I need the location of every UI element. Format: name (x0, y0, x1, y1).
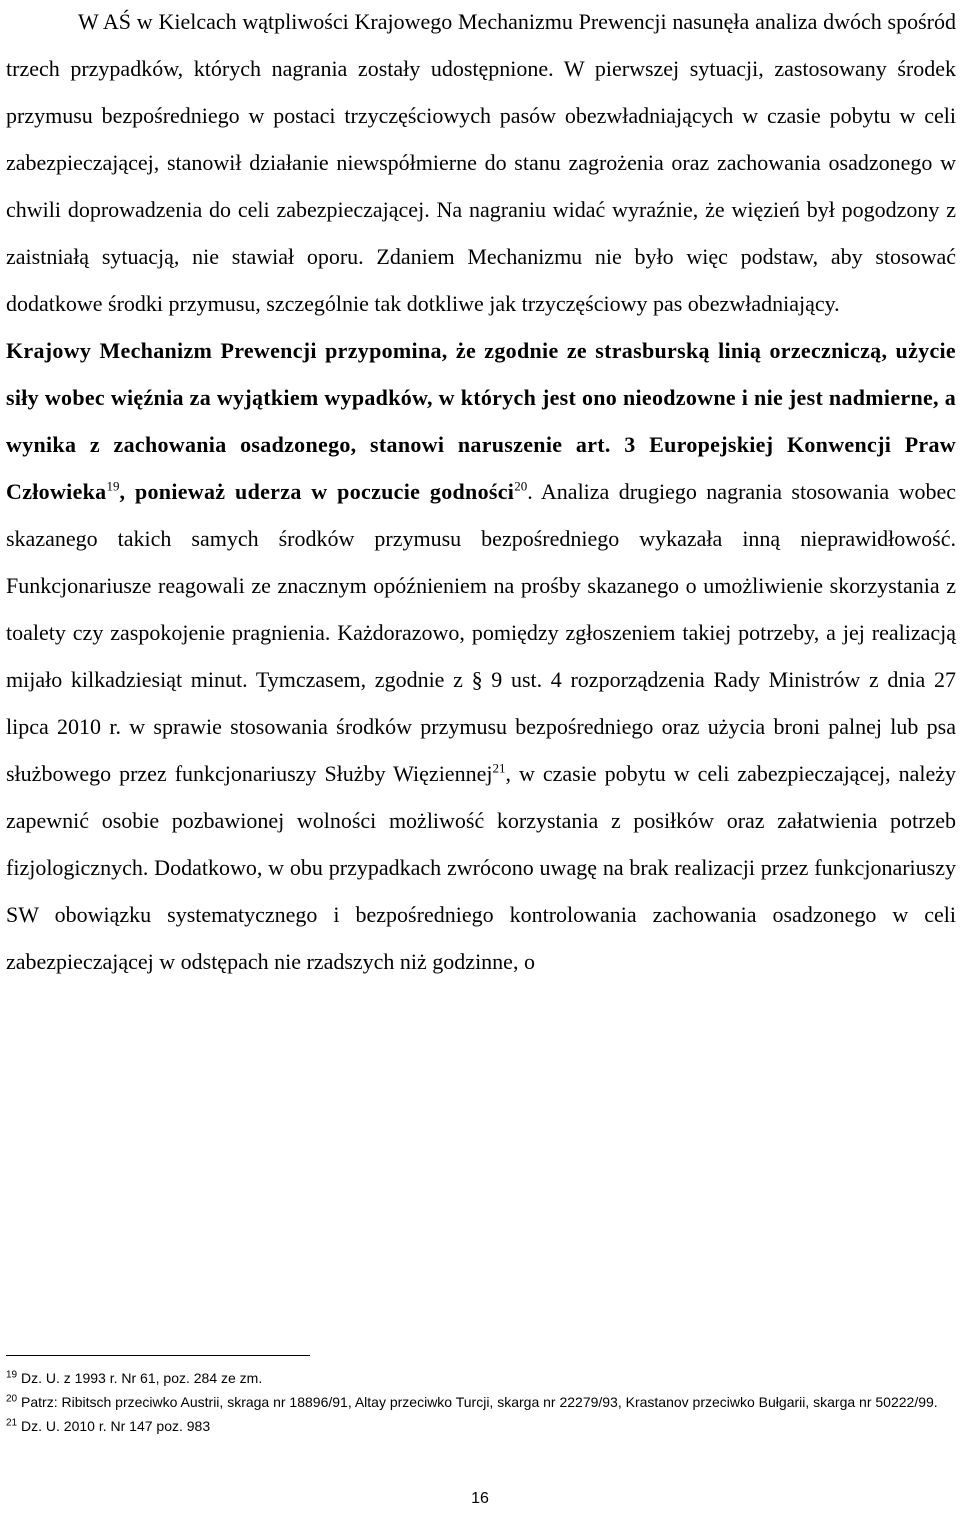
footnote-text: Dz. U. 2010 r. Nr 147 poz. 983 (21, 1418, 211, 1434)
footnote-text: Patrz: Ribitsch przeciwko Austrii, skraga nr 18896/91, Altay przeciwko Turcji, skarga nr 22279/93, Krastanov przeciwko Bułgarii, skarga nr 50222/99. (21, 1394, 938, 1410)
paragraph-text-part-3: , w czasie pobytu w celi zabezpieczającej, należy zapewnić osobie pozbawionej wolności możliwość korzystania z posiłków oraz załatwienia potrzeb fizjologicznych. Dodatkowo, w obu przypadkach zwrócono uwagę na brak realizacji przez funkcjonariuszy SW obowiązku systematycznego i bezpośredniego kontrolowania zachowania osadzonego w celi zabezpieczającej w odstępach nie rzadszych niż godzinne, o (6, 761, 957, 974)
footnote-19 (6, 1366, 956, 1390)
footnote-20 (6, 1390, 956, 1414)
emphasized-text-part-2: , ponieważ uderza w poczucie godności (119, 479, 515, 504)
emphasized-text-part-1: Krajowy Mechanizm Prewencji przypomina, że zgodnie ze strasburską linią orzeczniczą, użycie siły wobec więźnia za wyjątkiem wypadków, w których jest ono nieodzowne i nie jest nadmierne, a wynika z zachowania osadzonego, stanowi naruszenie art. 3 Europejskiej Konwencji Praw Człowieka (6, 338, 956, 504)
footnote-separator (6, 1355, 310, 1356)
paragraph-text-part-2: . Analiza drugiego nagrania stosowania wobec skazanego takich samych środków przymusu bezpośredniego wykazała inną nieprawidłowość. Funkcjonariusze reagowali ze znacznym opóźnieniem na prośby skazanego o umożliwienie skorzystania z toalety czy zaspokojenie pragnienia. Każdorazowo, pomiędzy zgłoszeniem takiej potrzeby, a jej realizacją mijało kilkadziesiąt minut. Tymczasem, zgodnie z § 9 ust. 4 rozporządzenia Rady Ministrów z dnia 27 lipca 2010 r. w sprawie stosowania środków przymusu bezpośredniego oraz użycia broni palnej lub psa służbowego przez funkcjonariuszy Służby Więziennej (6, 479, 956, 786)
footnote-reference-21: 21 (492, 760, 506, 776)
page-number: 16 (471, 1490, 489, 1507)
footnote-reference-20: 20 (514, 478, 528, 494)
footnote-number: 21 (6, 1417, 18, 1429)
footnote-number: 19 (6, 1369, 18, 1381)
footnote-number: 20 (6, 1393, 18, 1405)
footnote-21 (6, 1414, 956, 1438)
paragraph-text-part-1: W AŚ w Kielcach wątpliwości Krajowego Mechanizmu Prewencji nasunęła analiza dwóch spośród trzech przypadków, których nagrania zostały udostępnione. W pierwszej sytuacji, zastosowany środek przymusu bezpośredniego w postaci trzyczęściowych pasów obezwładniających w czasie pobytu w celi zabezpieczającej, stanowił działanie niewspółmierne do stanu zagrożenia oraz zachowania osadzonego w chwili doprowadzenia do celi zabezpieczającej. Na nagraniu widać wyraźnie, że więzień był pogodzony z zaistniałą sytuacją, nie stawiał oporu. Zdaniem Mechanizmu nie było więc podstaw, aby stosować dodatkowe środki przymusu, szczególnie tak dotkliwe jak trzyczęściowy pas obezwładniający. (6, 9, 956, 316)
footnote-text: Dz. U. z 1993 r. Nr 61, poz. 284 ze zm. (21, 1370, 263, 1386)
main-paragraph (6, 0, 956, 985)
footnotes-section (6, 1366, 956, 1438)
footnote-reference-19: 19 (106, 478, 120, 494)
